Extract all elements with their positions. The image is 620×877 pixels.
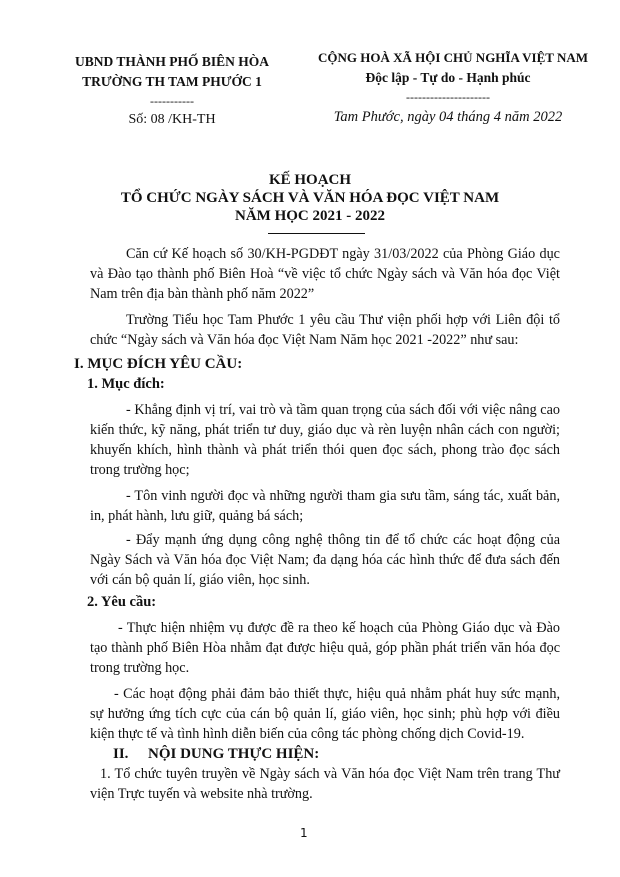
issuing-authority-block xyxy=(62,52,282,130)
purpose-item-1-text: - Khẳng định vị trí, vai trò và tầm quan trọng của sách đối với việc nâng cao kiến thức, kỹ năng, phát triển tư duy, giáo dục và rèn luyện nhân cách con người; khuyến khích, hình thành và phát triển thói quen đọc sách, phong trào đọc sách trong trường học; xyxy=(90,402,560,478)
section-1-heading: I. MỤC ĐÍCH YÊU CẦU: xyxy=(74,356,243,372)
content-item-1-text: 1. Tổ chức tuyên truyền về Ngày sách và Văn hóa đọc Việt Nam trên trang Thư viện Trực tuyến và website nhà trường. xyxy=(90,766,560,802)
intro-text: Trường Tiểu học Tam Phước 1 yêu cầu Thư viện phối hợp với Liên đội tổ chức “Ngày sách và Văn hóa đọc Việt Nam Năm học 2021 -2022” như sau: xyxy=(90,312,560,348)
purpose-item-2 xyxy=(90,486,560,526)
org-line-2: TRƯỜNG TH TAM PHƯỚC 1 xyxy=(82,74,262,89)
requirement-item-1 xyxy=(90,618,560,678)
requirement-item-2 xyxy=(90,684,560,744)
requirement-item-1-text: - Thực hiện nhiệm vụ được đề ra theo kế hoạch của Phòng Giáo dục và Đào tạo thành phố Biên Hòa nhằm đạt được hiệu quả, góp phần phát triển văn hóa đọc trong trường học. xyxy=(90,620,560,676)
content-item-1 xyxy=(90,764,560,804)
national-title: CỘNG HOÀ XÃ HỘI CHỦ NGHĨA VIỆT NAM xyxy=(318,50,589,65)
section-2-heading: NỘI DUNG THỰC HIỆN: xyxy=(148,746,320,762)
org-line-1: UBND THÀNH PHỐ BIÊN HÒA xyxy=(74,54,270,69)
page-number: 1 xyxy=(300,826,308,840)
title-line-3: NĂM HỌC 2021 - 2022 xyxy=(235,208,385,224)
title-line-1: KẾ HOẠCH xyxy=(268,172,352,188)
title-underline xyxy=(268,233,365,234)
left-separator: ----------- xyxy=(150,94,194,108)
national-header-block xyxy=(318,48,589,128)
right-separator: --------------------- xyxy=(406,90,490,104)
document-title xyxy=(0,171,620,225)
document-number: Số: 08 /KH-TH xyxy=(128,112,216,127)
section-1-2-heading: 2. Yêu cầu: xyxy=(87,594,157,610)
place-date: Tam Phước, ngày 04 tháng 4 năm 2022 xyxy=(333,109,563,125)
section-2-number: II. xyxy=(113,746,129,762)
purpose-item-1 xyxy=(90,400,560,480)
basis-paragraph xyxy=(90,244,560,304)
purpose-item-3-text: - Đẩy mạnh ứng dụng công nghệ thông tin để tổ chức các hoạt động của Ngày Sách và Văn hóa đọc Việt Nam; đa dạng hóa các hình thức để đưa sách đến với cán bộ quản lí, giáo viên, học sinh. xyxy=(90,532,560,588)
title-line-2: TỔ CHỨC NGÀY SÁCH VÀ VĂN HÓA ĐỌC VIỆT NAM xyxy=(120,190,500,206)
national-motto: Độc lập - Tự do - Hạnh phúc xyxy=(365,70,531,85)
purpose-item-2-text: - Tôn vinh người đọc và những người tham gia sưu tầm, sáng tác, xuất bản, in, phát hành, lưu giữ, quảng bá sách; xyxy=(90,488,560,524)
basis-text: Căn cứ Kế hoạch số 30/KH-PGDĐT ngày 31/03/2022 của Phòng Giáo dục và Đào tạo thành phố Biên Hoà “về việc tổ chức Ngày sách và Văn hóa đọc Việt Nam trên địa bàn thành phố năm 2022” xyxy=(90,246,560,302)
intro-paragraph xyxy=(90,310,560,350)
requirement-item-2-text: - Các hoạt động phải đảm bảo thiết thực, hiệu quả nhằm phát huy sức mạnh, sự hưởng ứng tích cực của cán bộ quản lí, giáo viên, học sinh; phù hợp với điều kiện thực tế và tình hình diễn biến của công tác phòng chống dịch Covid-19. xyxy=(90,686,560,742)
section-1-1-heading: 1. Mục đích: xyxy=(87,376,165,392)
purpose-item-3 xyxy=(90,530,560,590)
